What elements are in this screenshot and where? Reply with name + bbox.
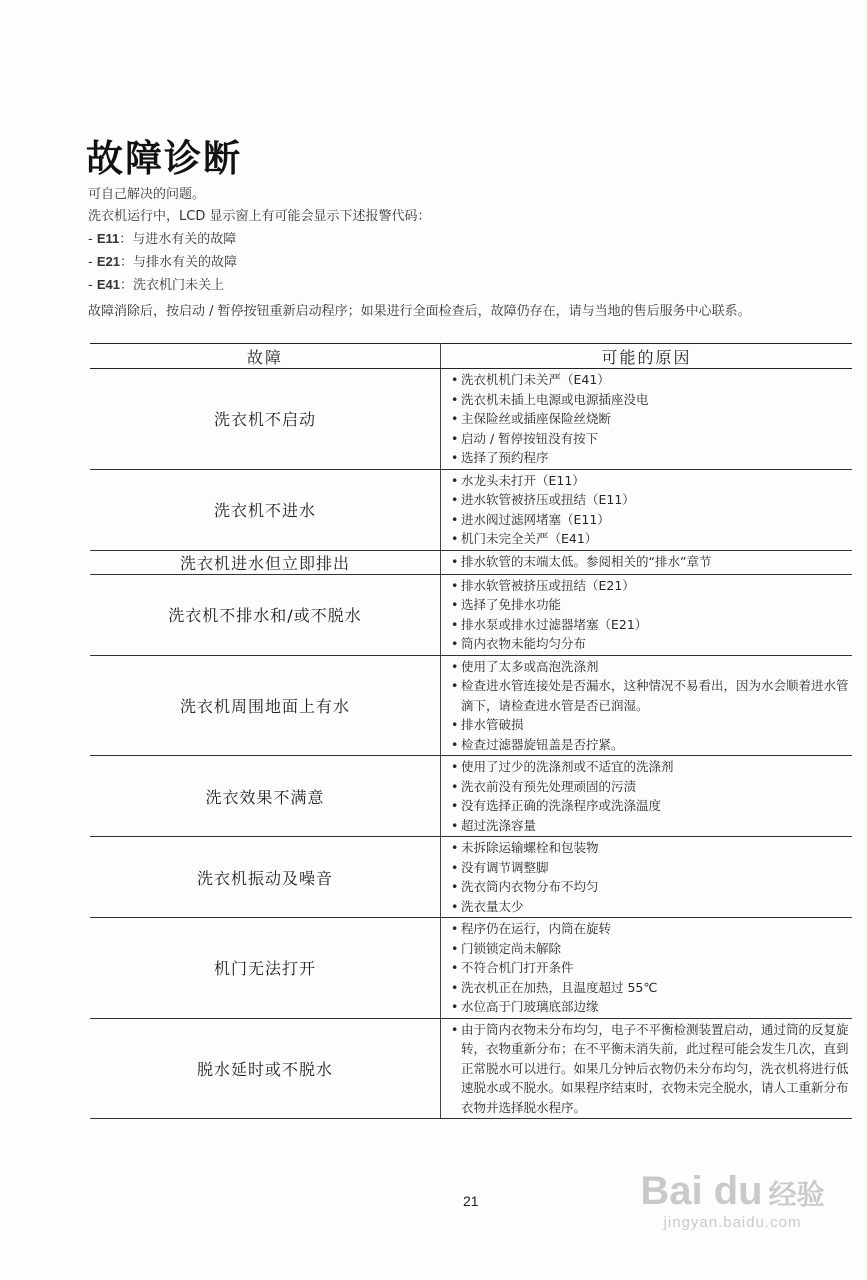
intro-line-2: 洗衣机运行中，LCD 显示窗上有可能会显示下述报警代码： [88,209,431,224]
fault-cell: 洗衣机进水但立即排出 [90,550,441,574]
cause-item: • 检查过滤器旋钮盖是否拧紧。 [451,735,852,755]
causes-cell [441,918,853,1019]
cause-item: • 没有选择正确的洗涤程序或洗涤温度 [451,796,852,816]
fault-cell: 脱水延时或不脱水 [90,1018,441,1119]
error-code-desc: ：与进水有关的故障 [119,232,237,247]
cause-item: • 使用了过少的洗涤剂或不适宜的洗涤剂 [451,757,852,777]
column-header-fault: 故障 [90,344,441,369]
table-row [90,574,852,655]
causes-cell [441,369,853,470]
restart-note: 故障消除后，按启动 / 暂停按钮重新启动程序；如果进行全面检查后，故障仍存在，请与当地的售后服务中心联系。 [88,304,751,319]
causes-cell [441,1018,853,1119]
cause-item: • 不符合机门打开条件 [451,958,852,978]
causes-cell [441,469,853,550]
table-row [90,469,852,550]
intro-section [88,184,848,323]
page-title: 故障诊断 [86,137,242,180]
cause-item: • 水位高于门玻璃底部边缘 [451,997,852,1017]
baidu-logo: Bai du [640,1169,763,1213]
error-code: E11 [96,231,120,246]
error-code-item: - E11：与进水有关的故障 [88,231,237,247]
fault-cell: 洗衣机不排水和/或不脱水 [90,574,441,655]
watermark-subtitle: 经验 [768,1178,825,1211]
error-code: E41 [96,277,120,292]
table-row [90,550,852,574]
causes-cell [441,756,853,837]
cause-item: • 启动 / 暂停按钮没有按下 [451,429,852,449]
cause-item: • 检查进水管连接处是否漏水，这种情况不易看出，因为水会顺着进水管滴下，请检查进水管是否已润湿。 [451,676,852,715]
cause-item: • 由于筒内衣物未分布均匀，电子不平衡检测装置启动，通过筒的反复旋转，衣物重新分布；在不平衡未消失前，此过程可能会发生几次，直到正常脱水可以进行。如果几分钟后衣物仍未分布均匀，洗衣机将进行低速脱水或不脱水。如果程序结束时，衣物未完全脱水，请人工重新分布衣物并选择脱水程序。 [451,1020,852,1118]
cause-item: • 选择了免排水功能 [451,595,852,615]
cause-item: • 没有调节调整脚 [451,858,852,878]
troubleshooting-table [90,343,852,1119]
cause-item: • 洗衣机正在加热，且温度超过 55℃ [451,978,852,998]
cause-item: • 主保险丝或插座保险丝烧断 [451,409,852,429]
error-code-item: - E21：与排水有关的故障 [88,254,237,270]
cause-item: • 排水软管的末端太低。参阅相关的“排水”章节 [451,552,852,572]
cause-item: • 未拆除运输螺栓和包装物 [451,838,852,858]
error-code-desc: ：与排水有关的故障 [119,255,237,270]
error-code-desc: ：洗衣机门未关上 [119,278,224,293]
cause-item: • 机门未完全关严（E41） [451,529,852,549]
cause-item: • 洗衣筒内衣物分布不均匀 [451,877,852,897]
table-row [90,837,852,918]
watermark-url: jingyan.baidu.com [663,1214,802,1231]
causes-cell [441,655,853,756]
cause-item: • 门锁锁定尚未解除 [451,939,852,959]
baidu-jingyan-watermark [605,1168,860,1231]
table-row [90,1018,852,1119]
cause-item: • 洗衣机机门未关严（E41） [451,370,852,390]
error-code-item: - E41：洗衣机门未关上 [88,277,224,293]
fault-cell: 洗衣机振动及噪音 [90,837,441,918]
fault-cell: 洗衣机周围地面上有水 [90,655,441,756]
cause-item: • 排水管破损 [451,715,852,735]
cause-item: • 排水泵或排水过滤器堵塞（E21） [451,615,852,635]
cause-item: • 程序仍在运行，内筒在旋转 [451,919,852,939]
causes-cell [441,837,853,918]
cause-item: • 进水阀过滤网堵塞（E11） [451,510,852,530]
cause-item: • 水龙头未打开（E11） [451,471,852,491]
cause-item: • 筒内衣物未能均匀分布 [451,634,852,654]
cause-item: • 超过洗涤容量 [451,816,852,836]
cause-item: • 洗衣前没有预先处理顽固的污渍 [451,777,852,797]
table-row [90,918,852,1019]
fault-cell: 洗衣机不进水 [90,469,441,550]
table-row [90,655,852,756]
column-header-causes: 可能的原因 [441,344,853,369]
table-row [90,369,852,470]
cause-item: • 进水软管被挤压或扭结（E11） [451,490,852,510]
cause-item: • 洗衣量太少 [451,897,852,917]
page-number: 21 [463,1193,479,1209]
causes-cell [441,550,853,574]
table-row [90,756,852,837]
fault-cell: 洗衣机不启动 [90,369,441,470]
fault-cell: 洗衣效果不满意 [90,756,441,837]
cause-item: • 洗衣机未插上电源或电源插座没电 [451,390,852,410]
causes-cell [441,574,853,655]
cause-item: • 排水软管被挤压或扭结（E21） [451,576,852,596]
table-header-row [90,344,852,369]
cause-item: • 选择了预约程序 [451,448,852,468]
fault-cell: 机门无法打开 [90,918,441,1019]
cause-item: • 使用了太多或高泡洗涤剂 [451,657,852,677]
error-code: E21 [96,254,120,269]
intro-line-1: 可自己解决的问题。 [88,187,206,202]
